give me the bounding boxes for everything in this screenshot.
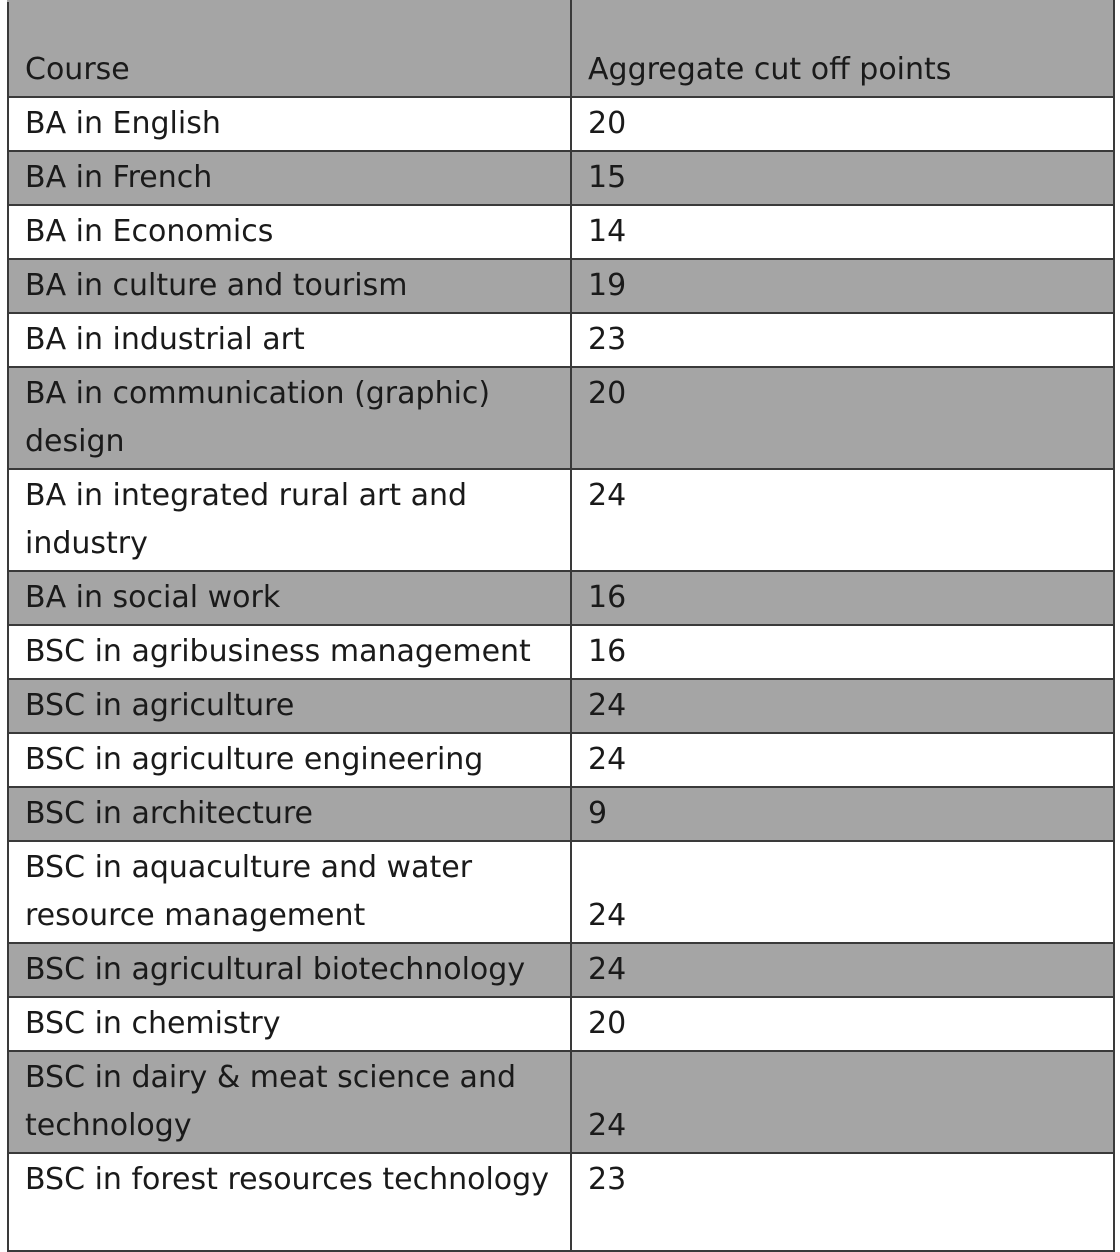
points-cell: 9 xyxy=(571,787,1114,841)
course-cell: BA in social work xyxy=(8,571,571,625)
points-cell: 16 xyxy=(571,625,1114,679)
course-cell: BA in Economics xyxy=(8,205,571,259)
cutoff-table-container xyxy=(7,0,1113,1252)
course-cell: BSC in aquaculture and water resource management xyxy=(8,841,571,943)
table-row xyxy=(8,733,1114,787)
course-cell: BA in industrial art xyxy=(8,313,571,367)
points-cell: 16 xyxy=(571,571,1114,625)
table-row xyxy=(8,469,1114,571)
table-row xyxy=(8,679,1114,733)
course-cell: BSC in agriculture engineering xyxy=(8,733,571,787)
course-cell: BSC in forest resources technology xyxy=(8,1153,571,1251)
table-row xyxy=(8,841,1114,943)
points-cell: 20 xyxy=(571,367,1114,469)
points-cell: 19 xyxy=(571,259,1114,313)
points-cell: 23 xyxy=(571,313,1114,367)
header-course: Course xyxy=(8,1,571,97)
course-cell: BSC in architecture xyxy=(8,787,571,841)
table-row xyxy=(8,367,1114,469)
points-cell: 24 xyxy=(571,679,1114,733)
points-cell: 15 xyxy=(571,151,1114,205)
points-cell: 20 xyxy=(571,97,1114,151)
points-cell: 24 xyxy=(571,469,1114,571)
points-cell: 24 xyxy=(571,841,1114,943)
points-cell: 24 xyxy=(571,943,1114,997)
table-row xyxy=(8,151,1114,205)
table-row xyxy=(8,205,1114,259)
course-cell: BA in English xyxy=(8,97,571,151)
course-cell: BA in French xyxy=(8,151,571,205)
table-row xyxy=(8,787,1114,841)
course-cell: BSC in agricultural biotechnology xyxy=(8,943,571,997)
points-cell: 23 xyxy=(571,1153,1114,1251)
table-row xyxy=(8,1153,1114,1251)
course-cell: BSC in chemistry xyxy=(8,997,571,1051)
table-row xyxy=(8,997,1114,1051)
points-cell: 24 xyxy=(571,733,1114,787)
table-row xyxy=(8,1051,1114,1153)
table-row xyxy=(8,625,1114,679)
course-cell: BSC in agriculture xyxy=(8,679,571,733)
table-row xyxy=(8,97,1114,151)
table-row xyxy=(8,259,1114,313)
table-header-row xyxy=(8,1,1114,97)
course-cell: BSC in agribusiness management xyxy=(8,625,571,679)
course-cell: BA in integrated rural art and industry xyxy=(8,469,571,571)
table-row xyxy=(8,943,1114,997)
points-cell: 24 xyxy=(571,1051,1114,1153)
table-row xyxy=(8,313,1114,367)
course-cell: BA in communication (graphic) design xyxy=(8,367,571,469)
course-cell: BSC in dairy & meat science and technology xyxy=(8,1051,571,1153)
points-cell: 14 xyxy=(571,205,1114,259)
course-cell: BA in culture and tourism xyxy=(8,259,571,313)
points-cell: 20 xyxy=(571,997,1114,1051)
header-aggregate-cut-off-points: Aggregate cut off points xyxy=(571,1,1114,97)
table-row xyxy=(8,571,1114,625)
cutoff-points-table xyxy=(7,0,1115,1252)
